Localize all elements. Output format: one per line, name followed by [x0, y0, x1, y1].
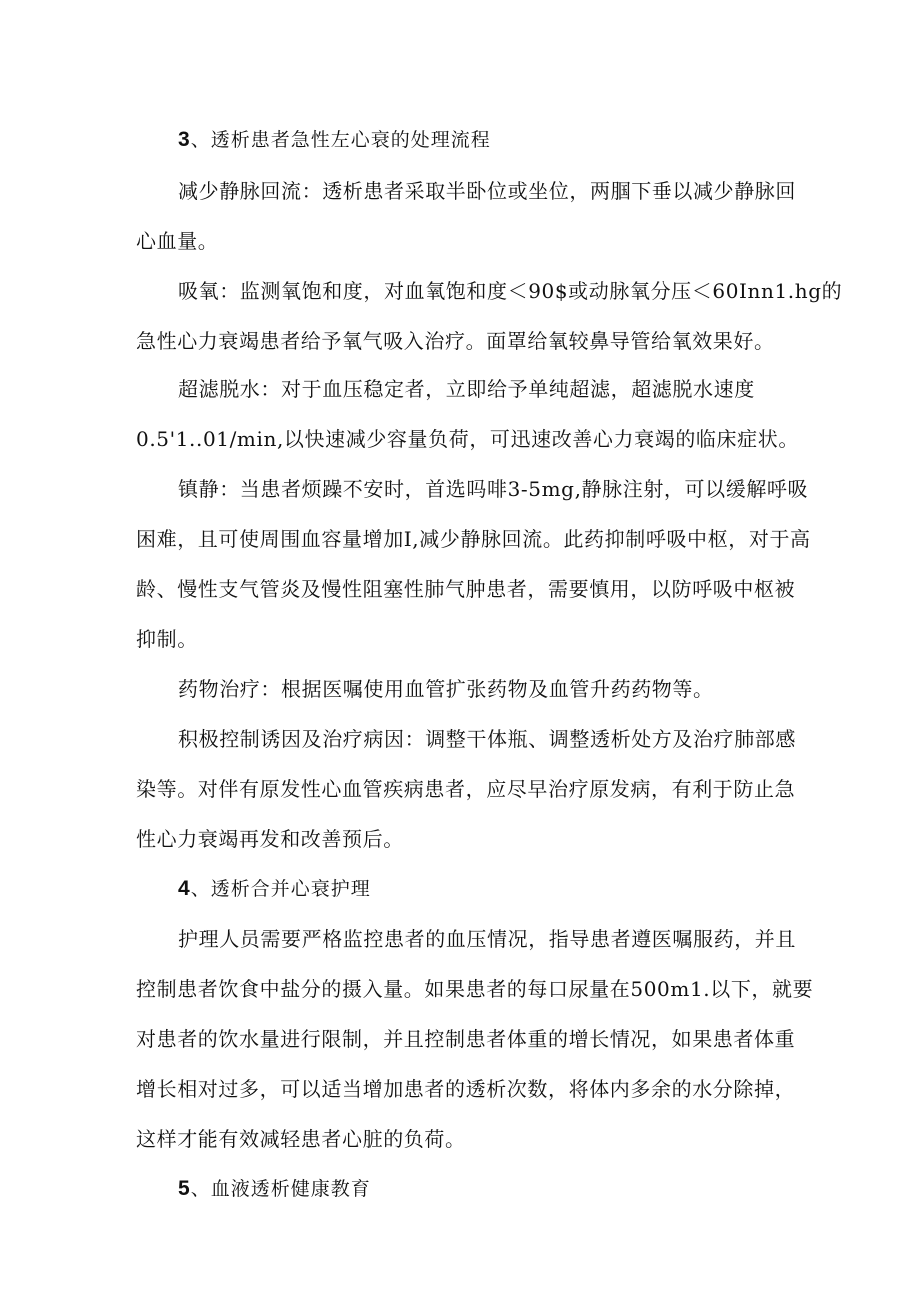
paragraph-line: 超滤脱水：对于血压稳定者，立即给予单纯超滤，超滤脱水速度 [178, 377, 755, 401]
paragraph-line: 吸氧：监测氧饱和度，对血氧饱和度＜90$或动脉氧分压＜60Inn1.hg的 [178, 279, 843, 303]
paragraph-line: 药物治疗：根据医嘱使用血管扩张药物及血管升药药物等。 [178, 677, 714, 701]
section-3-heading [178, 127, 491, 153]
paragraph-line: 护理人员需要严格监控患者的血压情况，指导患者遵医嘱服药，并且 [178, 927, 796, 951]
paragraph-line: 对患者的饮水量进行限制，并且控制患者体重的增长情况，如果患者体重 [136, 1027, 796, 1051]
section-4-number: 4 [178, 877, 191, 900]
paragraph-line: 抑制。 [136, 627, 198, 651]
paragraph-line: 这样才能有效减轻患者心脏的负荷。 [136, 1127, 466, 1151]
paragraph-line: 增长相对过多，可以适当增加患者的透析次数，将体内多余的水分除掉， [136, 1077, 796, 1101]
paragraph-line: 急性心力衰竭患者给予氧气吸入治疗。面罩给氧较鼻导管给氧效果好。 [136, 329, 775, 353]
paragraph-line: 染等。对伴有原发性心血管疾病患者，应尽早治疗原发病，有利于防止急 [136, 777, 796, 801]
section-5-number: 5 [178, 1177, 191, 1200]
paragraph-line: 控制患者饮食中盐分的摄入量。如果患者的每口尿量在500m1.以下，就要 [136, 977, 814, 1001]
paragraph-line: 积极控制诱因及治疗病因：调整干体瓶、调整透析处方及治疗肺部感 [178, 727, 796, 751]
paragraph-line: 减少静脉回流：透析患者采取半卧位或坐位，两腘下垂以减少静脉回 [178, 179, 796, 203]
section-4-title: 、透析合并心衰护理 [190, 878, 371, 900]
paragraph-line: 困难，且可使周围血容量增加I,减少静脉回流。此药抑制呼吸中枢，对于高 [136, 527, 811, 551]
section-5-heading [178, 1176, 371, 1202]
section-5-title: 、血液透析健康教育 [190, 1178, 371, 1200]
paragraph-line: 0.5'1..01∕min,以快速减少容量负荷，可迅速改善心力衰竭的临床症状。 [136, 427, 799, 451]
section-4-heading [178, 876, 371, 902]
paragraph-line: 镇静：当患者烦躁不安时，首选吗啡3-5mg,静脉注射，可以缓解呼吸 [178, 477, 809, 501]
paragraph-line: 龄、慢性支气管炎及慢性阻塞性肺气肿患者，需要慎用，以防呼吸中枢被 [136, 577, 796, 601]
section-3-title: 、透析患者急性左心衰的处理流程 [190, 129, 491, 151]
paragraph-line: 性心力衰竭再发和改善预后。 [136, 827, 404, 851]
paragraph-line: 心血量。 [136, 229, 219, 253]
section-3-number: 3 [178, 128, 191, 151]
